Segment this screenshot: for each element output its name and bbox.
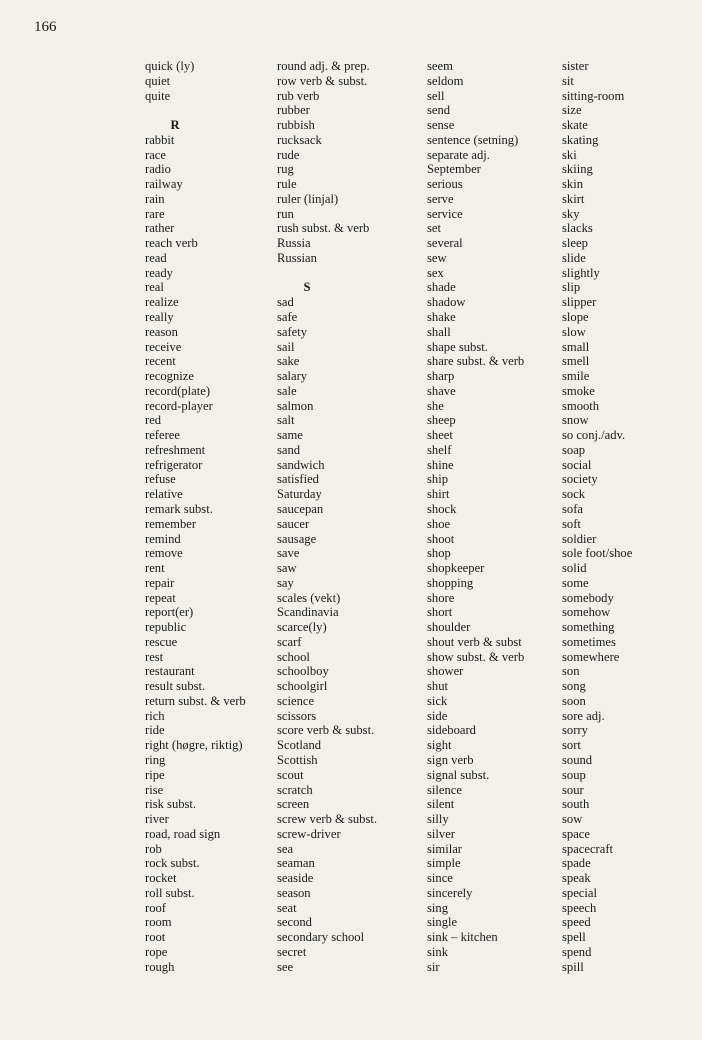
word-entry: sex	[427, 265, 444, 280]
word-entry: sense	[427, 118, 455, 133]
word-entry: sideboard	[427, 723, 476, 738]
word-entry: shave	[427, 383, 456, 398]
word-entry: rope	[145, 944, 168, 959]
word-entry: sleep	[562, 236, 588, 251]
word-entry: several	[427, 236, 463, 251]
word-entry: rucksack	[277, 132, 322, 147]
word-entry: sincerely	[427, 885, 473, 900]
word-entry: rubber	[277, 103, 310, 118]
word-entry: Scandinavia	[277, 605, 339, 620]
word-entry: shine	[427, 457, 454, 472]
word-entry: salt	[277, 413, 295, 428]
word-entry: restaurant	[145, 664, 195, 679]
word-entry: somehow	[562, 605, 611, 620]
word-entry: shoulder	[427, 620, 471, 635]
word-entry: sit	[562, 73, 574, 88]
word-entry: race	[145, 147, 166, 162]
blank-line	[145, 103, 246, 118]
word-entry: soap	[562, 442, 586, 457]
word-entry: shower	[427, 664, 464, 679]
word-entry: second	[277, 915, 312, 930]
word-entry: record-player	[145, 398, 213, 413]
word-entry: send	[427, 103, 451, 118]
word-entry: shout verb & subst	[427, 634, 522, 649]
word-entry: sole foot/shoe	[562, 546, 633, 561]
word-entry: remark subst.	[145, 501, 213, 516]
word-entry: real	[145, 280, 164, 295]
word-entry: schoolgirl	[277, 679, 328, 694]
word-entry: speed	[562, 915, 591, 930]
word-entry: she	[427, 398, 444, 413]
word-entry: smell	[562, 354, 590, 369]
word-entry: shake	[427, 310, 456, 325]
word-entry: skin	[562, 177, 583, 192]
word-entry: silence	[427, 782, 462, 797]
word-entry: ring	[145, 752, 166, 767]
word-entry: relative	[145, 487, 183, 502]
word-entry: saucepan	[277, 501, 324, 516]
word-entry: science	[277, 693, 315, 708]
word-entry: ready	[145, 265, 173, 280]
word-entry: sing	[427, 900, 448, 915]
word-entry: shock	[427, 501, 457, 516]
word-entry: seaman	[277, 856, 315, 871]
word-entry: rub verb	[277, 88, 320, 103]
word-entry: room	[145, 915, 172, 930]
word-entry: rather	[145, 221, 175, 236]
word-entry: rescue	[145, 634, 178, 649]
word-entry: sandwich	[277, 457, 325, 472]
word-entry: sorry	[562, 723, 588, 738]
word-entry: speak	[562, 871, 591, 886]
word-entry: sound	[562, 752, 593, 767]
section-letter-heading: S	[303, 280, 311, 295]
word-entry: society	[562, 472, 598, 487]
word-entry: secondary school	[277, 930, 365, 945]
word-entry: scarce(ly)	[277, 620, 327, 635]
word-entry: sea	[277, 841, 294, 856]
word-entry: somewhere	[562, 649, 620, 664]
word-entry: sail	[277, 339, 295, 354]
word-column-1	[145, 59, 246, 974]
word-entry: show subst. & verb	[427, 649, 525, 664]
word-entry: smoke	[562, 383, 595, 398]
word-entry: right (høgre, riktig)	[145, 738, 243, 753]
word-entry: sir	[427, 959, 440, 974]
blank-line	[277, 266, 377, 281]
word-entry: snow	[562, 413, 589, 428]
word-entry: Russia	[277, 236, 311, 251]
word-entry: skate	[562, 118, 588, 133]
word-entry: speech	[562, 900, 597, 915]
word-entry: receive	[145, 339, 182, 354]
word-entry: referee	[145, 428, 180, 443]
word-entry: spade	[562, 856, 591, 871]
word-entry: rob	[145, 841, 162, 856]
word-entry: short	[427, 605, 453, 620]
word-entry: quite	[145, 88, 171, 103]
word-entry: rest	[145, 649, 164, 664]
word-entry: schoolboy	[277, 664, 329, 679]
word-entry: round adj. & prep.	[277, 59, 370, 73]
word-entry: season	[277, 885, 311, 900]
word-entry: slipper	[562, 295, 597, 310]
word-entry: some	[562, 575, 589, 590]
word-entry: since	[427, 871, 453, 886]
word-entry: soup	[562, 767, 586, 782]
word-entry: September	[427, 162, 481, 177]
word-entry: south	[562, 797, 590, 812]
word-entry: social	[562, 457, 592, 472]
word-entry: repeat	[145, 590, 176, 605]
word-entry: see	[277, 959, 294, 974]
word-entry: ripe	[145, 767, 165, 782]
word-entry: recognize	[145, 369, 194, 384]
word-entry: shape subst.	[427, 339, 488, 354]
word-entry: skating	[562, 132, 599, 147]
word-entry: rain	[145, 191, 165, 206]
word-entry: sink	[427, 944, 448, 959]
word-entry: screen	[277, 797, 310, 812]
word-entry: say	[277, 575, 294, 590]
word-entry: sow	[562, 812, 583, 827]
word-entry: republic	[145, 620, 187, 635]
word-entry: slow	[562, 324, 586, 339]
word-entry: separate adj.	[427, 147, 490, 162]
word-entry: sausage	[277, 531, 317, 546]
word-entry: sour	[562, 782, 584, 797]
word-entry: slip	[562, 280, 581, 295]
word-entry: skiing	[562, 162, 593, 177]
word-entry: record(plate)	[145, 383, 211, 398]
word-entry: refrigerator	[145, 457, 203, 472]
word-entry: rich	[145, 708, 165, 723]
word-entry: Russian	[277, 250, 317, 265]
word-entry: signal subst.	[427, 767, 490, 782]
word-entry: rocket	[145, 871, 177, 886]
word-entry: read	[145, 250, 167, 265]
word-entry: ship	[427, 472, 448, 487]
word-entry: similar	[427, 841, 462, 856]
word-entry: sitting-room	[562, 88, 625, 103]
word-entry: quiet	[145, 73, 171, 88]
word-entry: sentence (setning)	[427, 132, 519, 147]
word-entry: spell	[562, 930, 586, 945]
word-entry: really	[145, 310, 174, 325]
word-entry: spacecraft	[562, 841, 614, 856]
word-entry: road, road sign	[145, 826, 221, 841]
word-entry: save	[277, 546, 300, 561]
word-entry: silly	[427, 812, 449, 827]
word-entry: ski	[562, 147, 577, 162]
word-entry: sell	[427, 88, 445, 103]
word-entry: shop	[427, 546, 451, 561]
word-entry: saucer	[277, 516, 310, 531]
word-entry: repair	[145, 575, 175, 590]
word-entry: scout	[277, 767, 304, 782]
word-entry: sight	[427, 738, 452, 753]
word-entry: shoe	[427, 516, 451, 531]
word-entry: spill	[562, 959, 584, 974]
word-entry: seaside	[277, 871, 314, 886]
word-entry: scarf	[277, 634, 302, 649]
word-entry: shadow	[427, 295, 466, 310]
word-entry: scratch	[277, 782, 313, 797]
word-entry: shall	[427, 324, 451, 339]
word-entry: salary	[277, 369, 308, 384]
word-entry: soft	[562, 516, 581, 531]
word-entry: shirt	[427, 487, 450, 502]
word-entry: Scottish	[277, 752, 318, 767]
word-entry: roof	[145, 900, 166, 915]
word-entry: salmon	[277, 398, 314, 413]
word-entry: sheet	[427, 428, 453, 443]
word-entry: reason	[145, 324, 178, 339]
word-entry: sky	[562, 206, 580, 221]
word-entry: something	[562, 620, 615, 635]
word-entry: serious	[427, 177, 463, 192]
word-entry: sheep	[427, 413, 456, 428]
word-entry: report(er)	[145, 605, 194, 620]
word-entry: ride	[145, 723, 165, 738]
word-entry: smile	[562, 369, 590, 384]
word-entry: run	[277, 206, 294, 221]
word-entry: saw	[277, 561, 297, 576]
word-entry: recent	[145, 354, 176, 369]
word-entry: school	[277, 649, 310, 664]
word-entry: railway	[145, 177, 183, 192]
word-entry: soldier	[562, 531, 597, 546]
word-entry: shopping	[427, 575, 474, 590]
word-entry: so conj./adv.	[562, 428, 626, 443]
word-entry: set	[427, 221, 441, 236]
word-entry: single	[427, 915, 458, 930]
word-entry: sock	[562, 487, 586, 502]
word-entry: reach verb	[145, 236, 198, 251]
word-entry: sand	[277, 442, 301, 457]
word-entry: sew	[427, 250, 447, 265]
word-entry: slope	[562, 310, 589, 325]
word-entry: son	[562, 664, 580, 679]
word-entry: rubbish	[277, 118, 315, 133]
word-entry: sort	[562, 738, 581, 753]
word-entry: seem	[427, 59, 453, 73]
word-entry: shade	[427, 280, 456, 295]
word-entry: scissors	[277, 708, 317, 723]
word-entry: quick (ly)	[145, 59, 195, 73]
word-entry: sink – kitchen	[427, 930, 498, 945]
word-entry: Scotland	[277, 738, 322, 753]
word-entry: return subst. & verb	[145, 693, 246, 708]
word-entry: solid	[562, 561, 587, 576]
word-entry: sharp	[427, 369, 455, 384]
word-entry: smooth	[562, 398, 600, 413]
word-entry: slide	[562, 250, 586, 265]
page-number: 166	[34, 19, 57, 35]
word-entry: shoot	[427, 531, 455, 546]
word-entry: space	[562, 826, 590, 841]
word-entry: remove	[145, 546, 183, 561]
word-entry: shore	[427, 590, 455, 605]
word-entry: satisfied	[277, 472, 319, 487]
word-entry: special	[562, 885, 597, 900]
word-entry: rule	[277, 177, 297, 192]
word-entry: secret	[277, 944, 307, 959]
word-entry: simple	[427, 856, 461, 871]
word-entry: rough	[145, 959, 175, 974]
word-entry: roll subst.	[145, 885, 195, 900]
word-entry: spend	[562, 944, 592, 959]
word-entry: somebody	[562, 590, 614, 605]
word-entry: safety	[277, 324, 308, 339]
word-entry: sometimes	[562, 634, 616, 649]
word-entry: rare	[145, 206, 165, 221]
section-letter-heading: R	[170, 118, 180, 133]
word-entry: silver	[427, 826, 455, 841]
word-entry: rude	[277, 147, 300, 162]
word-entry: red	[145, 413, 162, 428]
word-entry: root	[145, 930, 166, 945]
word-entry: serve	[427, 191, 454, 206]
word-entry: sake	[277, 354, 300, 369]
word-entry: screw-driver	[277, 826, 341, 841]
word-entry: screw verb & subst.	[277, 812, 378, 827]
word-entry: Saturday	[277, 487, 322, 502]
word-entry: skirt	[562, 191, 585, 206]
word-entry: soon	[562, 693, 586, 708]
word-column-3	[427, 59, 524, 974]
word-entry: slightly	[562, 265, 600, 280]
word-entry: sign verb	[427, 752, 474, 767]
word-entry: share subst. & verb	[427, 354, 525, 369]
word-entry: same	[277, 428, 303, 443]
word-entry: shelf	[427, 442, 452, 457]
word-entry: small	[562, 339, 590, 354]
word-entry: sale	[277, 383, 297, 398]
word-entry: remind	[145, 531, 181, 546]
word-entry: seat	[277, 900, 297, 915]
word-entry: scales (vekt)	[277, 590, 341, 605]
word-entry: refreshment	[145, 442, 206, 457]
word-entry: rabbit	[145, 132, 175, 147]
word-entry: river	[145, 812, 169, 827]
word-entry: risk subst.	[145, 797, 197, 812]
word-entry: realize	[145, 295, 179, 310]
word-column-2	[277, 59, 377, 974]
word-entry: rush subst. & verb	[277, 221, 370, 236]
word-entry: rent	[145, 561, 165, 576]
word-entry: shopkeeper	[427, 561, 485, 576]
word-entry: sad	[277, 295, 294, 310]
word-entry: radio	[145, 162, 171, 177]
word-entry: seldom	[427, 73, 464, 88]
word-entry: sister	[562, 59, 589, 73]
word-entry: size	[562, 103, 582, 118]
word-entry: slacks	[562, 221, 593, 236]
word-entry: side	[427, 708, 448, 723]
word-entry: rock subst.	[145, 856, 200, 871]
word-entry: silent	[427, 797, 455, 812]
word-entry: sore adj.	[562, 708, 605, 723]
word-entry: service	[427, 206, 463, 221]
word-entry: sick	[427, 693, 448, 708]
word-entry: sofa	[562, 501, 583, 516]
word-entry: ruler (linjal)	[277, 191, 339, 206]
word-entry: song	[562, 679, 586, 694]
word-entry: result subst.	[145, 679, 206, 694]
word-entry: safe	[277, 310, 298, 325]
word-entry: score verb & subst.	[277, 723, 375, 738]
word-entry: row verb & subst.	[277, 73, 368, 88]
word-entry: rug	[277, 162, 294, 177]
word-entry: shut	[427, 679, 448, 694]
word-column-4	[562, 59, 632, 974]
word-entry: refuse	[145, 472, 176, 487]
word-entry: remember	[145, 516, 197, 531]
word-entry: rise	[145, 782, 164, 797]
